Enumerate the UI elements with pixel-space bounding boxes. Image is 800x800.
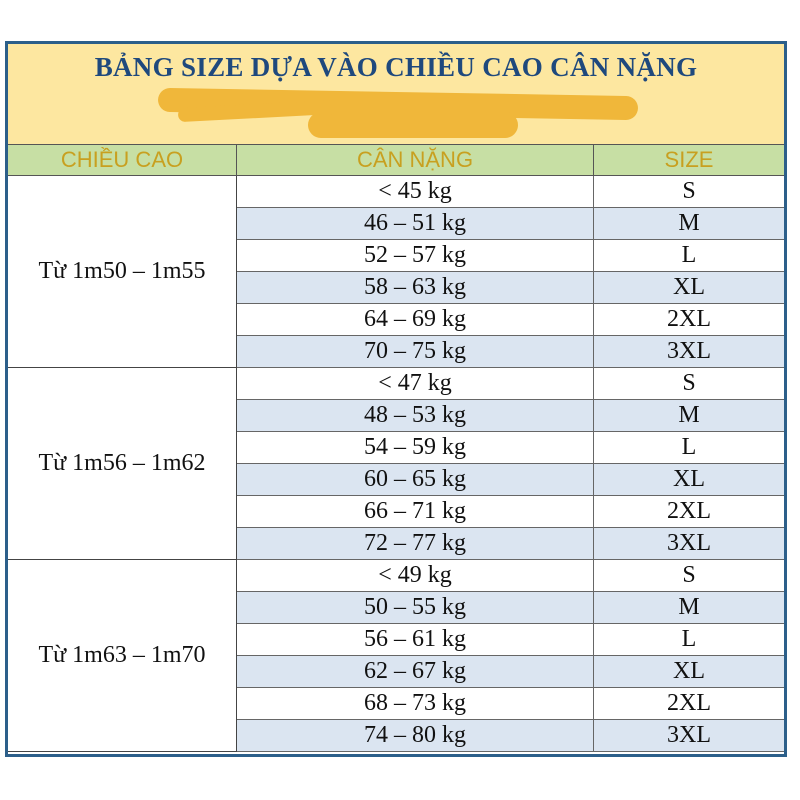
size-cell: 2XL xyxy=(594,304,784,336)
height-range-cell: Từ 1m50 – 1m55 xyxy=(8,176,237,368)
chart-title: BẢNG SIZE DỰA VÀO CHIỀU CAO CÂN NẶNG xyxy=(94,52,698,82)
size-cell: 2XL xyxy=(594,496,784,528)
height-range-cell: Từ 1m63 – 1m70 xyxy=(8,560,237,752)
weight-cell: 72 – 77 kg xyxy=(237,528,594,560)
size-cell: L xyxy=(594,432,784,464)
weight-cell: 74 – 80 kg xyxy=(237,720,594,752)
weight-cell: 64 – 69 kg xyxy=(237,304,594,336)
size-cell: XL xyxy=(594,464,784,496)
weight-cell: 68 – 73 kg xyxy=(237,688,594,720)
header-size: SIZE xyxy=(594,144,784,176)
header-height: CHIỀU CAO xyxy=(8,144,237,176)
size-cell: M xyxy=(594,592,784,624)
weight-cell: < 47 kg xyxy=(237,368,594,400)
title-band xyxy=(8,44,784,144)
weight-cell: 50 – 55 kg xyxy=(237,592,594,624)
weight-cell: 62 – 67 kg xyxy=(237,656,594,688)
size-cell: S xyxy=(594,368,784,400)
height-range-cell: Từ 1m56 – 1m62 xyxy=(8,368,237,560)
size-cell: 2XL xyxy=(594,688,784,720)
size-cell: L xyxy=(594,624,784,656)
weight-cell: 66 – 71 kg xyxy=(237,496,594,528)
weight-cell: 54 – 59 kg xyxy=(237,432,594,464)
size-cell: XL xyxy=(594,272,784,304)
weight-cell: 48 – 53 kg xyxy=(237,400,594,432)
redaction-scribble xyxy=(308,112,518,138)
size-chart-table xyxy=(5,41,787,757)
weight-cell: 56 – 61 kg xyxy=(237,624,594,656)
weight-cell: 58 – 63 kg xyxy=(237,272,594,304)
size-cell: S xyxy=(594,560,784,592)
size-cell: M xyxy=(594,208,784,240)
weight-cell: 46 – 51 kg xyxy=(237,208,594,240)
size-cell: 3XL xyxy=(594,720,784,752)
size-cell: M xyxy=(594,400,784,432)
size-cell: 3XL xyxy=(594,528,784,560)
header-weight: CÂN NẶNG xyxy=(237,144,594,176)
size-cell: L xyxy=(594,240,784,272)
weight-cell: 52 – 57 kg xyxy=(237,240,594,272)
size-cell: 3XL xyxy=(594,336,784,368)
weight-cell: 60 – 65 kg xyxy=(237,464,594,496)
size-cell: S xyxy=(594,176,784,208)
size-cell: XL xyxy=(594,656,784,688)
weight-cell: 70 – 75 kg xyxy=(237,336,594,368)
weight-cell: < 45 kg xyxy=(237,176,594,208)
weight-cell: < 49 kg xyxy=(237,560,594,592)
